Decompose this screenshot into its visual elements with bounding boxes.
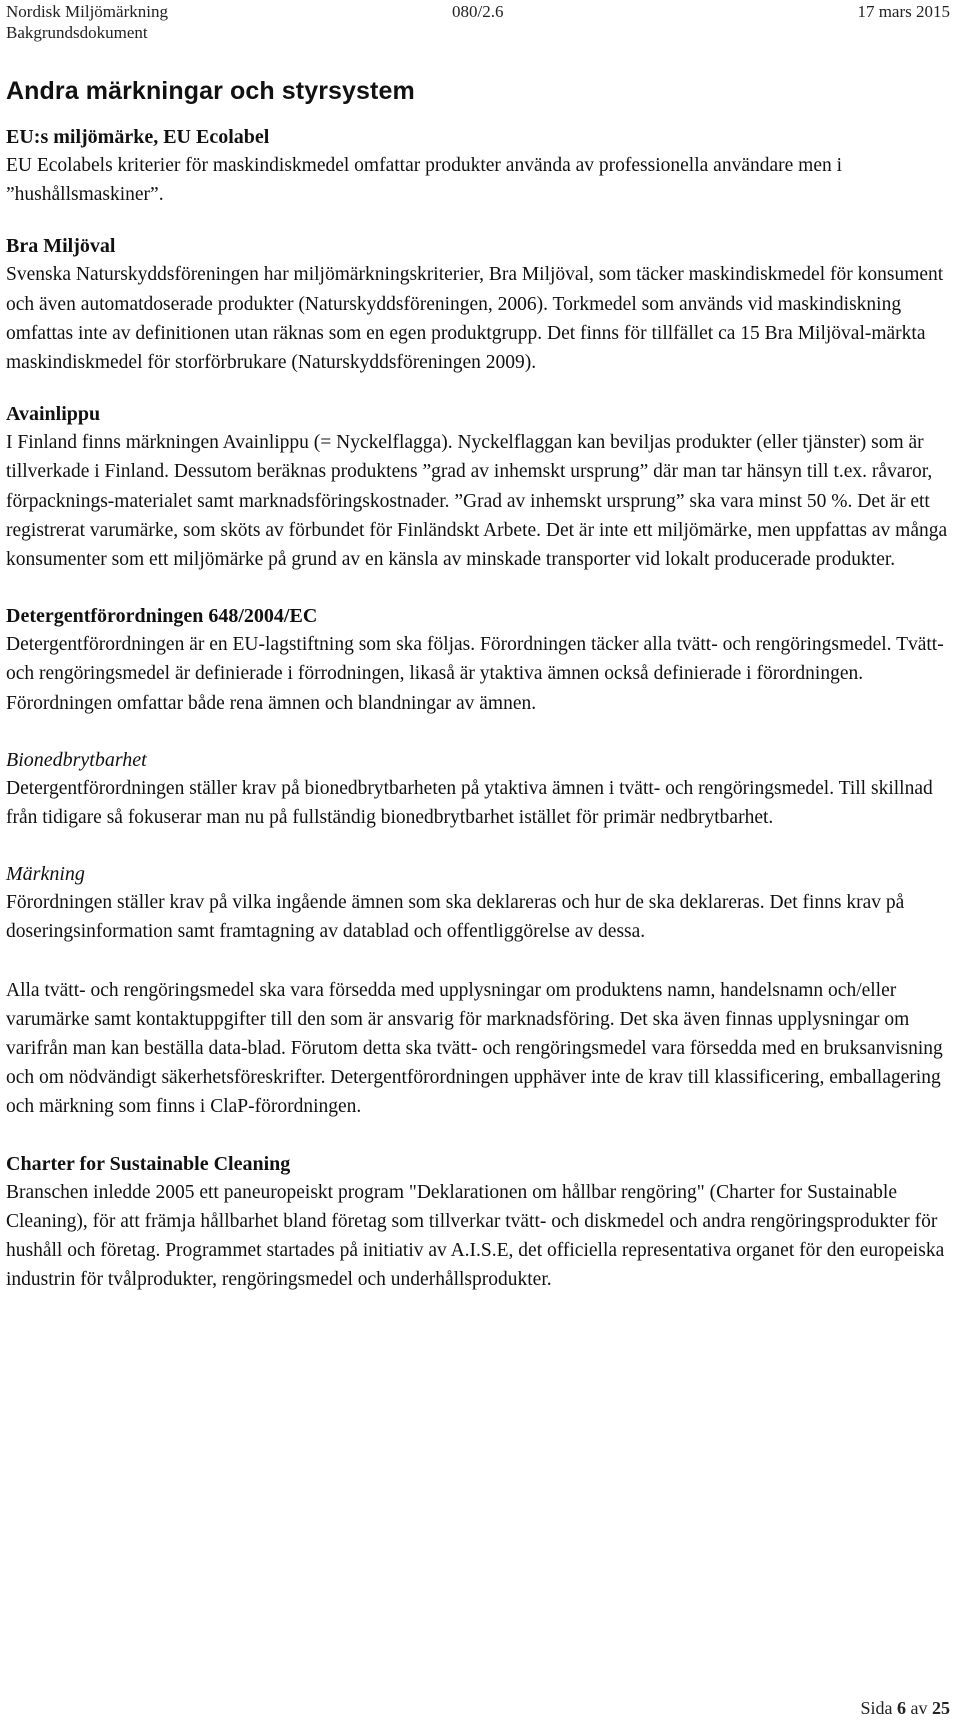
footer-of-word: av — [910, 1698, 928, 1718]
section-text: Detergentförordningen ställer krav på bionedbrytbarheten på ytaktiva ämnen i tvätt- och rengöringsmedel. Till skillnad från tidigare så fokuserar man nu på fullständig bionedbrytbarhet istället för primär nedbrytbarhet. — [6, 777, 933, 829]
section-heading: Bra Miljöval — [6, 235, 116, 258]
document-body — [6, 76, 952, 1323]
section-text: Detergentförordningen är en EU-lagstiftning som ska följas. Förordningen täcker alla tvätt- och rengöringsmedel. Tvätt- och rengöringsmedel är definierade i förrodningen, likaså är ytaktiva ämnen också definierade i förordningen. Förordningen omfattar både rena ämnen och blandningar av ämnen. — [6, 634, 944, 714]
section-avainlippu — [6, 401, 952, 574]
section-bra-miljoval — [6, 233, 952, 377]
section-detergent-regulation — [6, 603, 952, 718]
section-labelling — [6, 861, 952, 946]
section-heading: Bionedbrytbarhet — [6, 748, 147, 771]
header-version: 080/2.6 — [452, 2, 504, 21]
section-heading: Märkning — [6, 863, 85, 886]
section-text: EU Ecolabels kriterier för maskindiskmedel omfattar produkter använda av professionella användare men i ”hushållsmaskiner”. — [6, 155, 843, 206]
footer-page-word: Sida — [860, 1698, 893, 1718]
section-heading: Charter for Sustainable Cleaning — [6, 1152, 291, 1175]
section-heading: EU:s miljömärke, EU Ecolabel — [6, 126, 270, 148]
section-text: Branschen inledde 2005 ett paneuropeiskt program "Deklarationen om hållbar rengöring" (Charter for Sustainable Cleaning), för att främja hållbarhet bland företag som tillverkar tvätt- och diskmedel och andra rengöringsprodukter för hushåll och företag. Programmet startades på initiativ av A.I.S.E, det officiella representativa organet för den europeiska industrin för tvålprodukter, rengöringsmedel och underhållsprodukter. — [6, 1181, 945, 1291]
section-text: Svenska Naturskyddsföreningen har miljömärkningskriterier, Bra Miljöval, som täcker maskindiskmedel för konsument och även automatdoserade produkter (Naturskyddsföreningen, 2006). Torkmedel som används vid maskindiskning omfattas inte av definitionen utan räknas som en egen produktgrupp. Det finns för tillfället ca 15 Bra Miljöval-märkta maskindiskmedel för storförbrukare (Naturskyddsföreningen 2009). — [6, 264, 944, 374]
section-heading: Avainlippu — [6, 403, 101, 426]
section-heading: Detergentförordningen 648/2004/EC — [6, 605, 318, 628]
page-header — [6, 0, 950, 44]
section-labelling-continued — [6, 976, 952, 1122]
main-title: Andra märkningar och styrsystem — [6, 77, 415, 105]
header-date: 17 mars 2015 — [857, 2, 950, 21]
footer-page-number: 6 — [897, 1698, 906, 1718]
section-text: I Finland finns märkningen Avainlippu (= Nyckelflagga). Nyckelflaggan kan beviljas produkter (eller tjänster) som är tillverkade i Finland. Dessutom beräknas produktens ”grad av inhemskt ursprung” där man tar hänsyn till t.ex. råvaror, förpacknings-materialet samt marknadsföringskostnader. ”Grad av inhemskt ursprung” ska vara minst 50 %. Det är ett registrerat varumärke, som sköts av förbundet för Finländskt Arbete. Det är inte ett miljömärke, men uppfattas av många konsumenter som ett miljömärke på grund av en känsla av minskade transporter vid lokalt producerade produkter. — [6, 432, 948, 571]
header-organization: Nordisk Miljömärkning — [6, 2, 168, 21]
section-text: Alla tvätt- och rengöringsmedel ska vara försedda med upplysningar om produktens namn, handelsnamn och/eller varumärke samt kontaktuppgifter till den som är ansvarig för marknadsföring. Det ska även finnas upplysningar om varifrån man kan beställa data-blad. Förutom detta ska tvätt- och rengöringsmedel vara försedda med en bruksanvisning och om nödvändigt säkerhetsföreskrifter. Detergentförordningen upphäver inte de krav till klassificering, emballagering och märkning som finns i ClaP-förordningen. — [6, 979, 943, 1118]
section-biodegradability — [6, 747, 952, 832]
section-text: Förordningen ställer krav på vilka ingående ämnen som ska deklareras och hur de ska deklareras. Det finns krav på doseringsinformation samt framtagning av datablad och offentliggörelse av dessa. — [6, 892, 905, 943]
section-eu-ecolabel — [6, 124, 952, 209]
header-document-type: Bakgrundsdokument — [6, 23, 148, 42]
section-charter — [6, 1151, 952, 1295]
footer-total-pages: 25 — [932, 1698, 950, 1718]
page-footer — [860, 1697, 950, 1719]
